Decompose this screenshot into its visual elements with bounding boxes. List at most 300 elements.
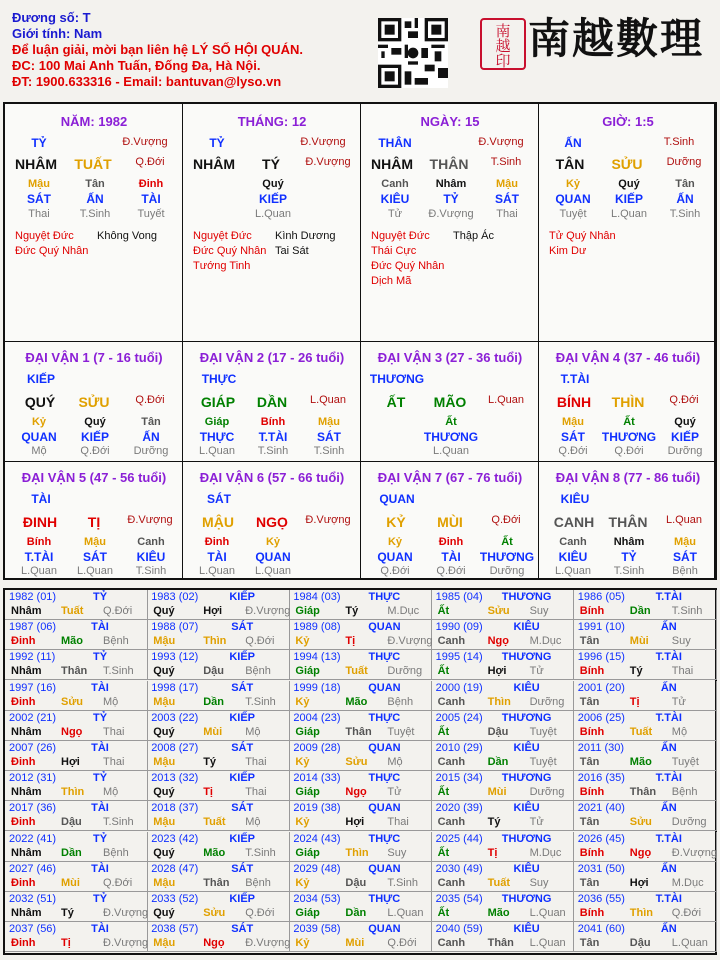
year-label: 2025 (44) bbox=[435, 832, 483, 845]
year-stem: Mậu bbox=[153, 937, 176, 950]
year-label: 2009 (28) bbox=[293, 742, 341, 754]
year-thap-than: KIÊU bbox=[513, 681, 540, 694]
earthly-branch: SỬU bbox=[78, 394, 110, 410]
hidden-state: Dưỡng bbox=[489, 565, 525, 577]
year-label: 2017 (36) bbox=[9, 802, 57, 815]
year-thap-than: QUAN bbox=[368, 681, 401, 694]
year-stem: Đinh bbox=[11, 635, 36, 648]
year-thap-than: TỶ bbox=[92, 651, 108, 664]
year-cell bbox=[147, 892, 290, 922]
dai-van-title: ĐẠI VẬN 4 (37 - 46 tuổi) bbox=[555, 350, 701, 365]
year-thap-than: TỶ bbox=[92, 893, 108, 905]
year-thap-than: TỶ bbox=[92, 832, 108, 845]
year-branch: Tý bbox=[61, 907, 74, 919]
year-label: 2024 (43) bbox=[293, 832, 341, 845]
hidden-stem: Kỷ bbox=[265, 536, 281, 548]
year-thap-than: TỶ bbox=[92, 772, 108, 785]
hidden-god: THƯƠNG bbox=[423, 430, 479, 444]
year-cell bbox=[574, 741, 717, 771]
hidden-god: T.TÀI bbox=[24, 550, 54, 564]
year-stem: Mậu bbox=[153, 635, 176, 648]
year-branch: Sửu bbox=[61, 695, 84, 708]
hidden-god: KIÊU bbox=[136, 550, 166, 564]
year-stem: Canh bbox=[437, 695, 466, 708]
year-thap-than: TỶ bbox=[92, 591, 108, 603]
year-state: Suy bbox=[671, 635, 691, 648]
year-state: Thai bbox=[671, 665, 694, 678]
dai-van-cell bbox=[183, 342, 361, 462]
earthly-branch: MÙI bbox=[437, 514, 463, 530]
hidden-stem: Quý bbox=[262, 178, 284, 190]
branch-state: Đ.Vượng bbox=[305, 514, 351, 526]
year-state: M.Dục bbox=[529, 846, 562, 859]
year-stem: Tân bbox=[579, 695, 600, 708]
year-stem: Giáp bbox=[295, 665, 320, 678]
year-branch: Ngọ bbox=[61, 725, 83, 738]
year-label: 2031 (50) bbox=[577, 862, 625, 875]
star-note: Nguyệt Đức bbox=[193, 230, 252, 242]
year-branch: Tý bbox=[203, 756, 217, 768]
year-cell bbox=[5, 922, 148, 952]
year-label: 1989 (08) bbox=[293, 621, 341, 634]
year-thap-than: KIÊU bbox=[513, 862, 540, 875]
year-branch: Hợi bbox=[345, 816, 365, 829]
year-cell bbox=[574, 801, 717, 831]
year-thap-than: TÀI bbox=[91, 923, 109, 936]
hidden-state: Tuyết bbox=[137, 208, 165, 220]
dai-van-title: ĐẠI VẬN 1 (7 - 16 tuổi) bbox=[25, 350, 163, 365]
year-branch: Dần bbox=[61, 846, 82, 859]
year-label: 2034 (53) bbox=[293, 893, 341, 905]
year-thap-than: TÀI bbox=[91, 742, 109, 754]
year-stem: Bính bbox=[579, 665, 605, 678]
year-branch: Tị bbox=[345, 635, 356, 648]
year-label: 1991 (10) bbox=[577, 621, 625, 634]
year-label: 2035 (54) bbox=[435, 893, 483, 905]
year-branch: Tý bbox=[487, 816, 501, 829]
hidden-stem: Bính bbox=[26, 536, 52, 548]
year-state: M.Dục bbox=[529, 635, 562, 648]
year-stem: Mậu bbox=[153, 816, 176, 829]
hidden-god: KIẾP bbox=[614, 192, 643, 206]
hidden-god: KIÊU bbox=[558, 550, 588, 564]
year-label: 2032 (51) bbox=[9, 893, 57, 905]
branch-state: L.Quan bbox=[665, 514, 703, 526]
hidden-state: T.Sinh bbox=[79, 208, 111, 220]
year-state: T.Sinh bbox=[245, 695, 276, 708]
year-stem: Tân bbox=[579, 635, 600, 648]
thap-than-state: T.Sinh bbox=[663, 136, 695, 148]
contact-invite: Để luận giải, mời bạn liên hệ LÝ SỐ HỘI QUÁN. bbox=[12, 42, 303, 57]
year-label: 2000 (19) bbox=[435, 681, 483, 694]
year-label: 2040 (59) bbox=[435, 923, 483, 936]
year-thap-than: KIÊU bbox=[513, 923, 540, 936]
hidden-state: Thai bbox=[28, 208, 50, 220]
hidden-god: ẤN bbox=[142, 430, 160, 444]
year-state: Tử bbox=[529, 816, 544, 829]
dai-van-title: ĐẠI VẬN 7 (67 - 76 tuổi) bbox=[377, 470, 523, 485]
dai-van-title: ĐẠI VẬN 3 (27 - 36 tuổi) bbox=[377, 350, 523, 365]
year-state: Mộ bbox=[387, 756, 403, 768]
year-cell bbox=[432, 620, 575, 650]
year-stem: Bính bbox=[579, 725, 605, 738]
hidden-state: Tử bbox=[387, 208, 403, 220]
hidden-stem: Canh bbox=[137, 536, 165, 548]
year-thap-than: THƯƠNG bbox=[501, 711, 552, 724]
thap-than-state: Đ.Vượng bbox=[300, 136, 346, 148]
year-cell bbox=[432, 771, 575, 801]
year-stem: Mậu bbox=[153, 876, 176, 889]
hidden-stem: Mậu bbox=[562, 416, 584, 428]
year-branch: Thìn bbox=[345, 846, 369, 859]
star-note: Kình Dương bbox=[275, 230, 336, 242]
year-stem: Kỷ bbox=[295, 756, 310, 768]
hidden-god: QUAN bbox=[377, 550, 413, 564]
earthly-branch: NGỌ bbox=[256, 514, 288, 530]
star-note: Đức Quý Nhân bbox=[371, 260, 445, 272]
hidden-state: Dưỡng bbox=[133, 445, 169, 457]
year-state: Dưỡng bbox=[387, 665, 423, 678]
year-state: Tử bbox=[529, 665, 544, 678]
year-cell bbox=[574, 771, 717, 801]
heavenly-stem: GIÁP bbox=[200, 394, 236, 410]
year-cell bbox=[5, 832, 148, 862]
year-branch: Dần bbox=[487, 756, 509, 768]
hidden-god: SÁT bbox=[83, 550, 107, 564]
year-state: Dưỡng bbox=[529, 786, 565, 799]
year-stem: Giáp bbox=[295, 725, 320, 738]
hidden-stem: Tân bbox=[675, 178, 695, 190]
hidden-state: Q.Đới bbox=[80, 445, 110, 457]
year-branch: Dần bbox=[629, 605, 651, 617]
hidden-god: KIẾP bbox=[80, 430, 109, 444]
hidden-god: TỶ bbox=[621, 550, 637, 564]
year-cell bbox=[574, 862, 717, 892]
year-thap-than: TÀI bbox=[91, 862, 109, 875]
branch-state: T.Sinh bbox=[490, 156, 522, 168]
pillar-title: THÁNG: 12 bbox=[237, 114, 307, 129]
year-label: 1983 (02) bbox=[151, 591, 199, 603]
thap-than: KIÊU bbox=[560, 492, 590, 506]
year-branch: Mùi bbox=[203, 725, 223, 738]
branch-state: Q.Đới bbox=[491, 514, 521, 526]
hidden-stem: Kỷ bbox=[387, 536, 403, 548]
year-thap-than: KIÊU bbox=[513, 742, 540, 754]
hidden-stem: Quý bbox=[674, 416, 696, 428]
year-label: 1985 (04) bbox=[435, 591, 483, 603]
hidden-god: TÀI bbox=[141, 192, 161, 206]
hidden-god: ẤN bbox=[86, 192, 104, 206]
hidden-state: Bệnh bbox=[672, 565, 698, 577]
hidden-state: L.Quan bbox=[432, 445, 470, 457]
year-label: 1988 (07) bbox=[151, 621, 199, 634]
year-cell bbox=[432, 922, 575, 952]
hidden-stem: Canh bbox=[381, 178, 409, 190]
year-label: 1996 (15) bbox=[577, 651, 625, 664]
year-stem: Kỷ bbox=[295, 695, 310, 708]
year-thap-than: T.TÀI bbox=[655, 711, 682, 724]
year-label: 2002 (21) bbox=[9, 711, 57, 724]
year-thap-than: ẤN bbox=[660, 862, 677, 875]
year-label: 2016 (35) bbox=[577, 772, 625, 785]
hidden-stem: Kỷ bbox=[565, 178, 581, 190]
hidden-state: L.Quan bbox=[198, 445, 236, 457]
year-thap-than: KIÊU bbox=[513, 802, 540, 815]
year-label: 2011 (30) bbox=[577, 742, 625, 754]
year-stem: Mậu bbox=[153, 695, 176, 708]
year-label: 2026 (45) bbox=[577, 832, 625, 845]
year-state: Mộ bbox=[245, 816, 261, 829]
year-state: Tuyệt bbox=[387, 725, 415, 738]
star-note: Thập Ác bbox=[453, 230, 494, 242]
hidden-state: T.Sinh bbox=[613, 565, 645, 577]
heavenly-stem: TÂN bbox=[555, 156, 585, 172]
year-state: Bệnh bbox=[387, 695, 414, 708]
year-thap-than: KIÊU bbox=[513, 621, 540, 634]
year-stem: Đinh bbox=[11, 816, 36, 829]
year-branch: Dậu bbox=[629, 937, 651, 950]
year-label: 1997 (16) bbox=[9, 681, 57, 694]
year-cell bbox=[289, 832, 432, 862]
year-cell bbox=[5, 862, 148, 892]
qr-code-icon bbox=[378, 18, 448, 88]
hidden-state: T.Sinh bbox=[669, 208, 701, 220]
year-state: Thai bbox=[245, 756, 267, 768]
year-branch: Dậu bbox=[487, 725, 509, 738]
hidden-stem: Canh bbox=[559, 536, 587, 548]
year-stem: Bính bbox=[579, 605, 605, 617]
hidden-state: L.Quan bbox=[76, 565, 114, 577]
year-state: Q.Đới bbox=[245, 635, 275, 648]
year-cell bbox=[147, 590, 290, 620]
year-stem: Nhâm bbox=[11, 846, 42, 859]
year-stem: Giáp bbox=[295, 907, 320, 919]
year-label: 2037 (56) bbox=[9, 923, 57, 936]
year-state: Dưỡng bbox=[529, 695, 565, 708]
hidden-god: QUAN bbox=[21, 430, 57, 444]
hidden-state: L.Quan bbox=[198, 565, 236, 577]
year-branch: Thìn bbox=[203, 635, 227, 648]
year-label: 2022 (41) bbox=[9, 832, 57, 845]
hidden-stem: Quý bbox=[84, 416, 106, 428]
year-branch: Mão bbox=[203, 846, 226, 859]
hidden-state: Dưỡng bbox=[667, 445, 703, 457]
dai-van-cell bbox=[5, 462, 183, 580]
year-cell bbox=[5, 892, 148, 922]
hidden-state: Đ.Vượng bbox=[428, 208, 474, 220]
year-state: Thai bbox=[103, 756, 125, 768]
pillar-cell bbox=[361, 104, 539, 342]
year-cell bbox=[574, 832, 717, 862]
year-branch: Dậu bbox=[203, 665, 224, 678]
dai-van-title: ĐẠI VẬN 2 (17 - 26 tuổi) bbox=[199, 350, 345, 365]
year-branch: Dậu bbox=[345, 876, 367, 889]
pillar-cell bbox=[183, 104, 361, 342]
year-state: T.Sinh bbox=[671, 605, 703, 617]
branch-state: Dưỡng bbox=[666, 156, 702, 168]
year-state: T.Sinh bbox=[245, 846, 276, 859]
thap-than: SÁT bbox=[207, 492, 231, 506]
year-thap-than: KIẾP bbox=[229, 772, 256, 785]
year-state: Đ.Vượng bbox=[671, 846, 717, 859]
year-thap-than: KIẾP bbox=[229, 591, 256, 603]
year-thap-than: QUAN bbox=[368, 621, 401, 634]
earthly-branch: TÝ bbox=[262, 156, 280, 172]
year-branch: Dậu bbox=[61, 816, 82, 829]
hidden-state: Q.Đới bbox=[436, 565, 466, 577]
dai-van-title: ĐẠI VẬN 6 (57 - 66 tuổi) bbox=[199, 470, 345, 485]
year-branch: Hợi bbox=[487, 665, 507, 678]
year-branch: Tị bbox=[629, 695, 640, 708]
year-branch: Hợi bbox=[629, 876, 649, 889]
year-state: Đ.Vượng bbox=[245, 937, 291, 950]
address: ĐC: 100 Mai Anh Tuấn, Đống Đa, Hà Nội. bbox=[12, 58, 261, 73]
hidden-state: Tuyệt bbox=[559, 208, 587, 220]
heavenly-stem: ĐINH bbox=[22, 514, 58, 530]
year-branch: Dần bbox=[345, 907, 367, 919]
year-stem: Ất bbox=[437, 786, 450, 799]
year-state: Bệnh bbox=[245, 665, 271, 678]
year-stem: Ất bbox=[437, 907, 450, 919]
year-cell bbox=[147, 711, 290, 741]
thap-than: THƯƠNG bbox=[369, 372, 425, 386]
branch-state: L.Quan bbox=[487, 394, 525, 406]
heavenly-stem: BÍNH bbox=[556, 394, 592, 410]
year-thap-than: TÀI bbox=[91, 681, 109, 694]
hidden-god: TÀI bbox=[207, 550, 227, 564]
hidden-stem: Kỷ bbox=[31, 416, 47, 428]
pillars-grid bbox=[3, 102, 717, 580]
pillar-title: NGÀY: 15 bbox=[420, 114, 480, 129]
year-state: Bệnh bbox=[671, 786, 698, 799]
thap-than: QUAN bbox=[379, 492, 415, 506]
year-cell bbox=[574, 650, 717, 680]
hidden-god: QUAN bbox=[255, 550, 291, 564]
year-branch: Tuất bbox=[487, 876, 510, 889]
year-thap-than: THỰC bbox=[368, 711, 401, 724]
year-thap-than: SÁT bbox=[231, 742, 254, 754]
year-branch: Sửu bbox=[203, 907, 226, 919]
year-label: 2001 (20) bbox=[577, 681, 625, 694]
year-cell bbox=[432, 590, 575, 620]
earthly-branch: THÂN bbox=[608, 514, 648, 530]
heavenly-stem: CANH bbox=[553, 514, 595, 530]
pillar-cell bbox=[5, 104, 183, 342]
star-note: Tướng Tinh bbox=[193, 260, 251, 272]
year-state: Tuyệt bbox=[529, 756, 557, 768]
star-note: Dịch Mã bbox=[371, 275, 412, 287]
year-branch: Thìn bbox=[61, 786, 85, 799]
hidden-god: THƯƠNG bbox=[601, 430, 657, 444]
year-thap-than: THƯƠNG bbox=[501, 772, 552, 785]
hidden-state: T.Sinh bbox=[135, 565, 167, 577]
dai-van-cell bbox=[361, 462, 539, 580]
hidden-god: ẤN bbox=[676, 192, 694, 206]
hidden-state: L.Quan bbox=[20, 565, 58, 577]
year-cell bbox=[5, 771, 148, 801]
year-branch: Tuất bbox=[345, 665, 368, 678]
year-cell bbox=[289, 892, 432, 922]
year-state: Mộ bbox=[103, 786, 119, 799]
year-stem: Tân bbox=[579, 756, 600, 768]
year-thap-than: THỰC bbox=[368, 591, 401, 603]
year-stem: Nhâm bbox=[11, 605, 42, 617]
year-state: Suy bbox=[529, 605, 549, 617]
year-label: 2012 (31) bbox=[9, 772, 57, 785]
year-label: 2015 (34) bbox=[435, 772, 483, 785]
hidden-stem: Mậu bbox=[84, 536, 106, 548]
year-thap-than: SÁT bbox=[231, 802, 254, 815]
branch-state: Q.Đới bbox=[135, 394, 165, 406]
year-state: Bệnh bbox=[103, 846, 129, 859]
year-thap-than: SÁT bbox=[231, 923, 254, 936]
hidden-stem: Đinh bbox=[138, 178, 164, 190]
year-state: T.Sinh bbox=[387, 876, 418, 889]
year-state: L.Quan bbox=[529, 937, 566, 950]
year-thap-than: THƯƠNG bbox=[501, 651, 552, 664]
year-thap-than: KIẾP bbox=[229, 832, 256, 845]
dai-van-cell bbox=[5, 342, 183, 462]
hidden-state: L.Quan bbox=[254, 565, 292, 577]
year-thap-than: T.TÀI bbox=[655, 651, 682, 664]
thap-than-state: Đ.Vượng bbox=[122, 136, 168, 148]
year-branch: Mão bbox=[487, 907, 510, 919]
year-branch: Ngọ bbox=[345, 786, 367, 799]
brand-logo: 南越數理 bbox=[528, 14, 705, 63]
hidden-god: THỰC bbox=[199, 430, 235, 444]
year-branch: Ngọ bbox=[487, 635, 509, 648]
year-stem: Tân bbox=[579, 937, 600, 950]
year-state: L.Quan bbox=[671, 937, 708, 950]
hidden-state: Mộ bbox=[31, 445, 47, 457]
header-info bbox=[12, 10, 303, 90]
pillar-title: NĂM: 1982 bbox=[60, 114, 128, 129]
star-note: Nguyệt Đức bbox=[15, 230, 74, 242]
heavenly-stem: QUÝ bbox=[24, 394, 56, 410]
year-label: 1987 (06) bbox=[9, 621, 57, 634]
year-cell bbox=[574, 892, 717, 922]
hidden-state: L.Quan bbox=[554, 565, 592, 577]
earthly-branch: TUẤT bbox=[74, 156, 112, 172]
year-stem: Nhâm bbox=[11, 907, 42, 919]
year-stem: Đinh bbox=[11, 695, 36, 708]
year-cell bbox=[574, 590, 717, 620]
year-stem: Ất bbox=[437, 725, 450, 738]
hidden-stem: Mậu bbox=[674, 536, 696, 548]
year-label: 2029 (48) bbox=[293, 862, 341, 875]
year-branch: Mùi bbox=[487, 786, 507, 799]
year-cell bbox=[289, 801, 432, 831]
star-note: Tai Sát bbox=[275, 245, 309, 257]
year-branch: Tuất bbox=[629, 725, 653, 738]
year-branch: Sửu bbox=[487, 605, 510, 617]
year-stem: Ất bbox=[437, 665, 450, 678]
year-thap-than: ẤN bbox=[660, 681, 677, 694]
thap-than-state: Đ.Vượng bbox=[478, 136, 524, 148]
year-cell bbox=[432, 862, 575, 892]
year-stem: Giáp bbox=[295, 605, 320, 617]
heavenly-stem: ẤT bbox=[386, 394, 406, 410]
year-state: L.Quan bbox=[529, 907, 566, 919]
year-branch: Mão bbox=[629, 756, 652, 768]
star-note: Không Vong bbox=[97, 230, 157, 242]
hidden-god: KIẾP bbox=[258, 192, 287, 206]
year-thap-than: ẤN bbox=[660, 923, 677, 936]
year-state: Mộ bbox=[245, 725, 261, 738]
year-stem: Ất bbox=[437, 605, 450, 617]
year-branch: Sửu bbox=[345, 756, 368, 768]
year-label: 1993 (12) bbox=[151, 651, 199, 664]
